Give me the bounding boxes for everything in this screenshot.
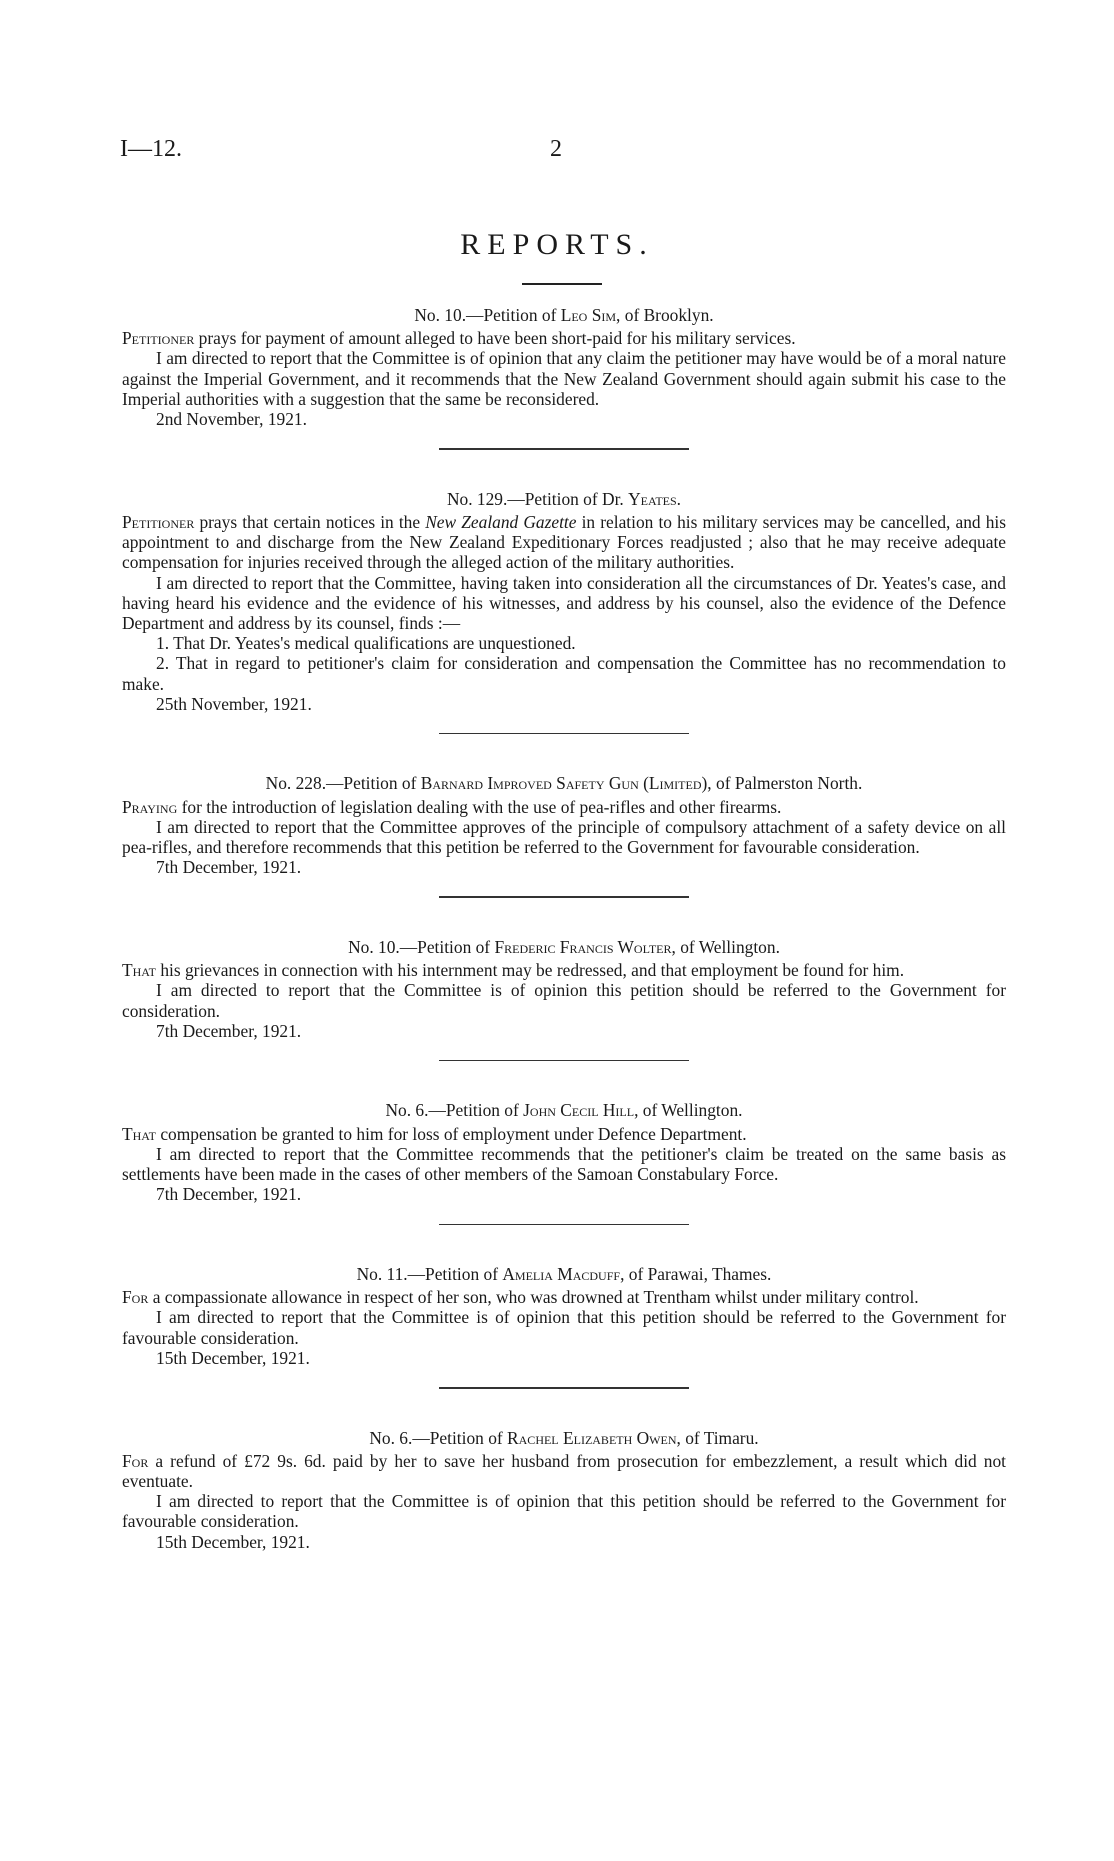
report-title: No. 11.—Petition of Amelia Macduff, of Parawai, Thames. (356, 1264, 772, 1284)
report-date: 25th November, 1921. (156, 693, 312, 714)
petitioner-name: Rachel Elizabeth Owen (507, 1427, 677, 1448)
section-divider (439, 1060, 689, 1062)
committee-report: I am directed to report that the Committee is of opinion that this petition should be referred to the Government for favourable consideration. (122, 1307, 1006, 1348)
report-date: 7th December, 1921. (156, 1020, 302, 1041)
petition-prayer: That compensation be granted to him for loss of employment under Defence Department. (122, 1123, 747, 1144)
report-item (122, 305, 1006, 429)
report-date: 15th December, 1921. (156, 1347, 310, 1368)
petitioner-name: Leo Sim (560, 305, 617, 325)
section-divider (439, 896, 689, 898)
report-date: 7th December, 1921. (156, 1184, 302, 1205)
petition-prayer: Petitioner prays that certain notices in the New Zealand Gazette in relation to his military services may be cancelled, and his appointment to and discharge from the New Zealand Expeditionary Forces readjusted ; also that he may receive adequate compensation for injuries received through the alleged action of the military authorities. (122, 511, 1006, 573)
petitioner-name: Yeates (628, 488, 677, 509)
petitioner-name: Barnard Improved Safety Gun (Limited) (420, 773, 708, 794)
finding-item: 1. That Dr. Yeates's medical qualifications are unquestioned. (156, 633, 576, 654)
page-id: I—12. (120, 136, 182, 162)
petition-prayer: For a compassionate allowance in respect of her son, who was drowned at Trentham whilst under military control. (122, 1287, 919, 1308)
committee-report: I am directed to report that the Committee, having taken into consideration all the circumstances of Dr. Yeates's case, and having heard his evidence and the evidence of his witnesses, and address by his counsel, also the evidence of the Defence Department and address by its counsel, finds :— (122, 572, 1006, 633)
report-item (122, 773, 1006, 877)
title-rule (522, 283, 602, 285)
report-title: No. 10.—Petition of Leo Sim, of Brooklyn. (414, 305, 714, 325)
committee-report: I am directed to report that the Committee is of opinion that this petition should be referred to the Government for favourable consideration. (122, 1491, 1006, 1532)
report-title: No. 6.—Petition of Rachel Elizabeth Owen, of Timaru. (369, 1427, 759, 1448)
committee-report: I am directed to report that the Committee is of opinion this petition should be referred to the Government for consideration. (122, 980, 1006, 1021)
reports-list (122, 305, 1006, 1552)
section-divider (439, 1387, 689, 1389)
report-title: No. 228.—Petition of Barnard Improved Safety Gun (Limited), of Palmerston North. (265, 773, 863, 794)
page-title: REPORTS. (460, 228, 654, 261)
petition-prayer: Praying for the introduction of legislation dealing with the use of pea-rifles and other firearms. (122, 796, 782, 817)
page-header (120, 136, 1000, 176)
report-title: No. 10.—Petition of Frederic Francis Wolter, of Wellington. (348, 936, 780, 957)
petitioner-name: John Cecil Hill (523, 1100, 635, 1121)
petitioner-name: Frederic Francis Wolter (494, 936, 672, 957)
committee-report: I am directed to report that the Committee recommends that the petitioner's claim be treated on the same basis as settlements have been made in the cases of other members of the Samoan Constabulary Force. (122, 1143, 1006, 1185)
committee-report: I am directed to report that the Committee approves of the principle of compulsory attachment of a safety device on all pea-rifles, and therefore recommends that this petition be referred to the Government for favourable consideration. (122, 816, 1006, 858)
report-item (122, 1428, 1006, 1552)
report-date: 2nd November, 1921. (156, 409, 307, 430)
page-number: 2 (550, 136, 562, 162)
report-title: No. 129.—Petition of Dr. Yeates. (446, 488, 682, 509)
committee-report: I am directed to report that the Committee is of opinion that any claim the petitioner may have would be of a moral nature against the Imperial Government, and it recommends that the New Zealand Government should again submit his case to the Imperial authorities with a suggestion that the same be reconsidered. (122, 348, 1006, 409)
report-title: No. 6.—Petition of John Cecil Hill, of Wellington. (385, 1100, 743, 1121)
section-divider (439, 1224, 689, 1226)
report-item (122, 1264, 1006, 1368)
petitioner-name: Amelia Macduff (502, 1264, 621, 1284)
report-item (122, 489, 1006, 714)
report-item (122, 937, 1006, 1041)
petition-prayer: That his grievances in connection with his internment may be redressed, and that employment be found for him. (122, 960, 905, 981)
finding-item: 2. That in regard to petitioner's claim for consideration and compensation the Committee has no recommendation to make. (122, 653, 1006, 694)
section-divider (439, 733, 689, 735)
petition-prayer: Petitioner prays for payment of amount alleged to have been short-paid for his military services. (122, 328, 796, 349)
report-date: 15th December, 1921. (156, 1531, 310, 1552)
section-divider (439, 448, 689, 450)
petition-prayer: For a refund of £72 9s. 6d. paid by her to save her husband from prosecution for embezzlement, a result which did not eventuate. (122, 1450, 1006, 1491)
report-date: 7th December, 1921. (156, 857, 302, 878)
report-item (122, 1100, 1006, 1204)
